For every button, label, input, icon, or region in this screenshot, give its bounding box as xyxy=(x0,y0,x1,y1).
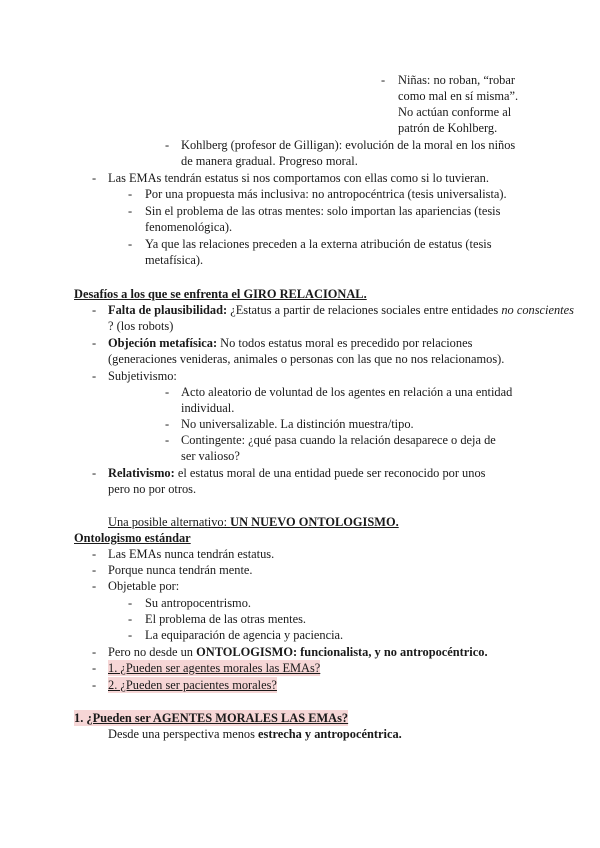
subjetivismo-line: Subjetivismo: xyxy=(108,369,177,383)
falta-line-1 xyxy=(108,302,574,318)
bullet-dash: - xyxy=(92,547,97,561)
subj3-line-2: ser valioso? xyxy=(181,449,240,463)
ninas-line-3: No actúan conforme al xyxy=(398,105,512,119)
bullet-dash: - xyxy=(92,171,97,185)
bullet-dash: - xyxy=(165,138,170,152)
ont1-line: Las EMAs nunca tendrán estatus. xyxy=(108,547,275,561)
question-2: 2. ¿Pueden ser pacientes morales? xyxy=(108,678,277,692)
sub2-line-1: Sin el problema de las otras mentes: solo importan las apariencias (tesis xyxy=(145,204,501,218)
sub3-line-1: Ya que las relaciones preceden a la externa atribución de estatus (tesis xyxy=(145,237,492,251)
perspectiva-text: Desde una perspectiva menos xyxy=(108,727,259,741)
obj3-line: La equiparación de agencia y paciencia. xyxy=(145,628,344,642)
bullet-dash: - xyxy=(92,579,97,593)
subj1-line-2: individual. xyxy=(181,401,235,415)
subj2-line: No universalizable. La distinción muestra/tipo. xyxy=(181,417,414,431)
bullet-dash: - xyxy=(92,303,97,317)
bullet-dash: - xyxy=(92,678,97,692)
falta-text: ¿Estatus a partir de relaciones sociales entre entidades xyxy=(227,303,502,317)
bullet-dash: - xyxy=(92,466,97,480)
ninas-line-4: patrón de Kohlberg. xyxy=(398,121,498,135)
relativismo-line-1 xyxy=(108,465,485,481)
desafios-heading: Desafíos a los que se enfrenta el GIRO RELACIONAL. xyxy=(74,287,367,301)
bullet-dash: - xyxy=(92,336,97,350)
pero-text: Pero no desde un xyxy=(108,645,197,659)
relativismo-text: el estatus moral de una entidad puede ser reconocido por unos xyxy=(174,466,486,480)
kohlberg-line-2: de manera gradual. Progreso moral. xyxy=(181,154,358,168)
ont3-line: Objetable por: xyxy=(108,579,180,593)
falta-bold: Falta de plausibilidad: xyxy=(108,303,228,317)
alternativo-text: Una posible alternativo: xyxy=(108,515,231,529)
alternativo-line xyxy=(108,514,399,530)
obj2-line: El problema de las otras mentes. xyxy=(145,612,307,626)
sub2-line-2: fenomenológica). xyxy=(145,220,233,234)
bullet-dash: - xyxy=(128,187,133,201)
subj1-line-1: Acto aleatorio de voluntad de los agentes en relación a una entidad xyxy=(181,385,513,399)
falta-line-2: ? (los robots) xyxy=(108,319,174,333)
bullet-dash: - xyxy=(165,385,170,399)
objecion-text: No todos estatus moral es precedido por relaciones xyxy=(217,336,473,350)
relativismo-line-2: pero no por otros. xyxy=(108,482,197,496)
bullet-dash: - xyxy=(165,433,170,447)
pero-line xyxy=(108,644,488,660)
bullet-dash: - xyxy=(128,628,133,642)
perspectiva-line xyxy=(108,726,402,742)
perspectiva-bold: estrecha y antropocéntrica. xyxy=(258,727,402,741)
pero-bold: ONTOLOGISMO: funcionalista, y no antropocéntrico. xyxy=(196,645,488,659)
bullet-dash: - xyxy=(128,204,133,218)
objecion-line-2: (generaciones venideras, animales o personas con las que no nos relacionamos). xyxy=(108,352,505,366)
bullet-dash: - xyxy=(128,237,133,251)
ninas-line-2: como mal en sí misma”. xyxy=(398,89,519,103)
objecion-bold: Objeción metafísica: xyxy=(108,336,218,350)
section-1-heading xyxy=(74,710,348,726)
ontologismo-heading: Ontologismo estándar xyxy=(74,531,191,545)
bullet-dash: - xyxy=(381,73,386,87)
falta-italic: no conscientes xyxy=(501,303,574,317)
bullet-dash: - xyxy=(128,596,133,610)
section-1-title: ¿Pueden ser AGENTES MORALES LAS EMAs? xyxy=(86,711,349,725)
objecion-line-1 xyxy=(108,335,472,351)
kohlberg-line-1: Kohlberg (profesor de Gilligan): evolución de la moral en los niños xyxy=(181,138,516,152)
sub3-line-2: metafísica). xyxy=(145,253,204,267)
emas-status-line: Las EMAs tendrán estatus si nos comportamos con ellas como si lo tuvieran. xyxy=(108,171,489,185)
bullet-dash: - xyxy=(92,661,97,675)
bullet-dash: - xyxy=(92,369,97,383)
section-1-number: 1. xyxy=(74,711,87,725)
bullet-dash: - xyxy=(92,563,97,577)
bullet-dash: - xyxy=(128,612,133,626)
bullet-dash: - xyxy=(165,417,170,431)
bullet-dash: - xyxy=(92,645,97,659)
question-1: 1. ¿Pueden ser agentes morales las EMAs? xyxy=(108,661,321,675)
subj3-line-1: Contingente: ¿qué pasa cuando la relación desaparece o deja de xyxy=(181,433,496,447)
ninas-line-1: Niñas: no roban, “robar xyxy=(398,73,515,87)
relativismo-bold: Relativismo: xyxy=(108,466,175,480)
alternativo-bold: UN NUEVO ONTOLOGISMO. xyxy=(230,515,399,529)
obj1-line: Su antropocentrismo. xyxy=(145,596,251,610)
sub1-line: Por una propuesta más inclusiva: no antropocéntrica (tesis universalista). xyxy=(145,187,507,201)
ont2-line: Porque nunca tendrán mente. xyxy=(108,563,253,577)
